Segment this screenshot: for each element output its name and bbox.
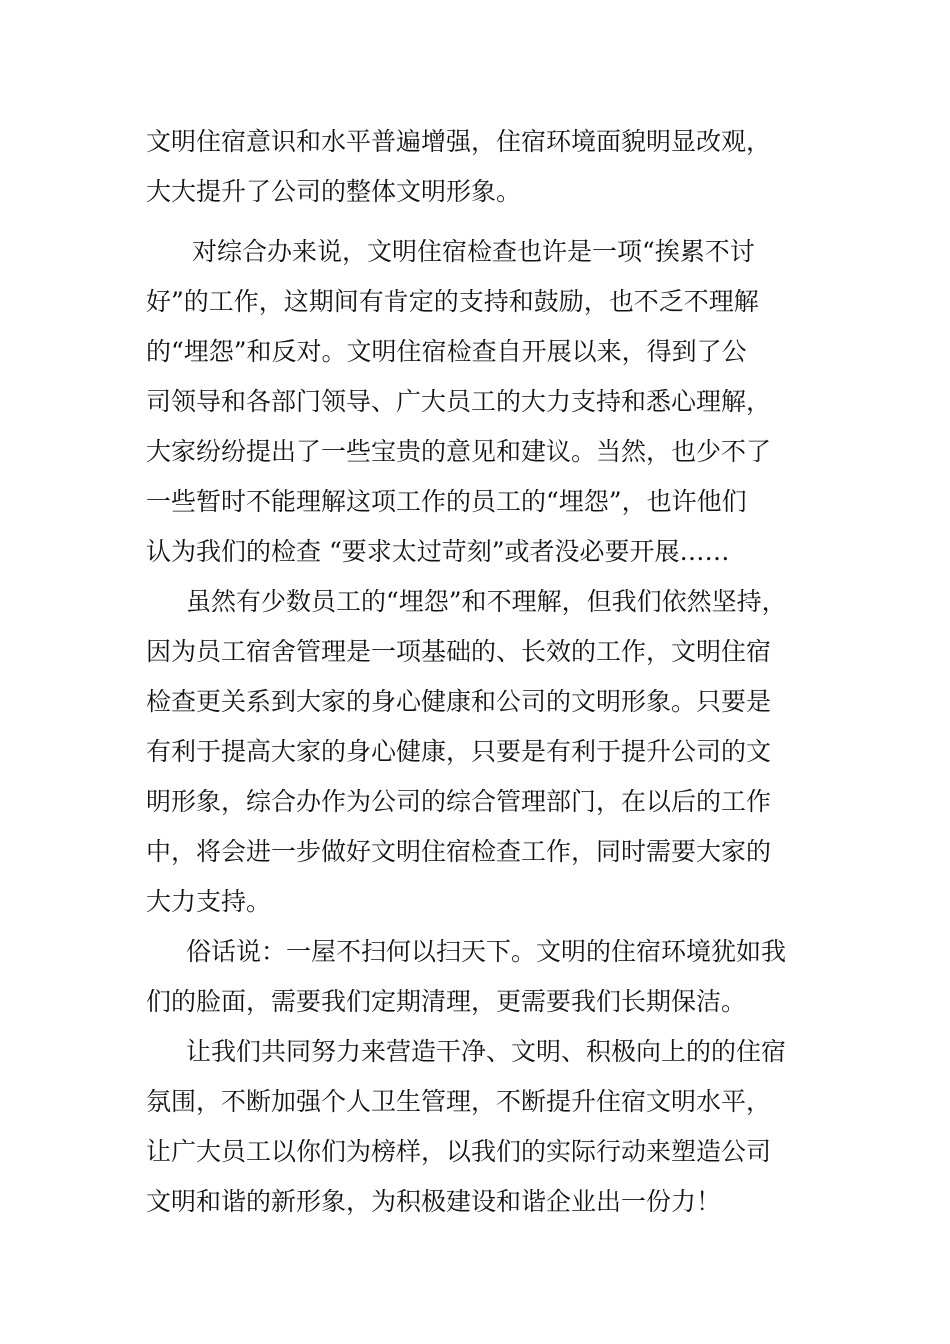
text-line: 好”的工作，这期间有肯定的支持和鼓励，也不乏不理解	[146, 287, 759, 316]
text-line: 氛围，不断加强个人卫生管理，不断提升住宿文明水平，	[146, 1087, 772, 1116]
paragraph-start-line: 俗话说：一屋不扫何以扫天下。文明的住宿环境犹如我	[186, 937, 787, 966]
text-line: 检查更关系到大家的身心健康和公司的文明形象。只要是	[146, 687, 772, 716]
text-line: 们的脸面，需要我们定期清理，更需要我们长期保洁。	[146, 987, 747, 1016]
text-line: 一些暂时不能理解这项工作的员工的“埋怨”，也许他们	[146, 487, 747, 516]
text-line: 明形象，综合办作为公司的综合管理部门，在以后的工作	[146, 787, 772, 816]
text-line: 有利于提高大家的身心健康，只要是有利于提升公司的文	[146, 737, 772, 766]
text-line: 文明和谐的新形象，为积极建设和谐企业出一份力！	[146, 1187, 722, 1216]
text-line: 文明住宿意识和水平普遍增强，住宿环境面貌明显改观，	[146, 127, 772, 156]
text-line: 让广大员工以你们为榜样，以我们的实际行动来塑造公司	[146, 1137, 772, 1166]
paragraph-start-line: 虽然有少数员工的“埋怨”和不理解，但我们依然坚持，	[186, 587, 787, 616]
text-line: 大家纷纷提出了一些宝贵的意见和建议。当然，也少不了	[146, 437, 772, 466]
text-line: 大力支持。	[146, 887, 272, 916]
text-line: 大大提升了公司的整体文明形象。	[146, 177, 522, 206]
text-line: 司领导和各部门领导、广大员工的大力支持和悉心理解，	[146, 387, 772, 416]
paragraph-start-line: 对综合办来说，文明住宿检查也许是一项“挨累不讨	[192, 237, 755, 266]
text-line: 中，将会进一步做好文明住宿检查工作，同时需要大家的	[146, 837, 772, 866]
text-line: 的“埋怨”和反对。文明住宿检查自开展以来，得到了公	[146, 337, 747, 366]
paragraph-start-line: 让我们共同努力来营造干净、文明、积极向上的的住宿	[186, 1037, 787, 1066]
text-line: 认为我们的检查 “要求太过苛刻”或者没必要开展……	[146, 537, 730, 566]
text-line: 因为员工宿舍管理是一项基础的、长效的工作，文明住宿	[146, 637, 772, 666]
